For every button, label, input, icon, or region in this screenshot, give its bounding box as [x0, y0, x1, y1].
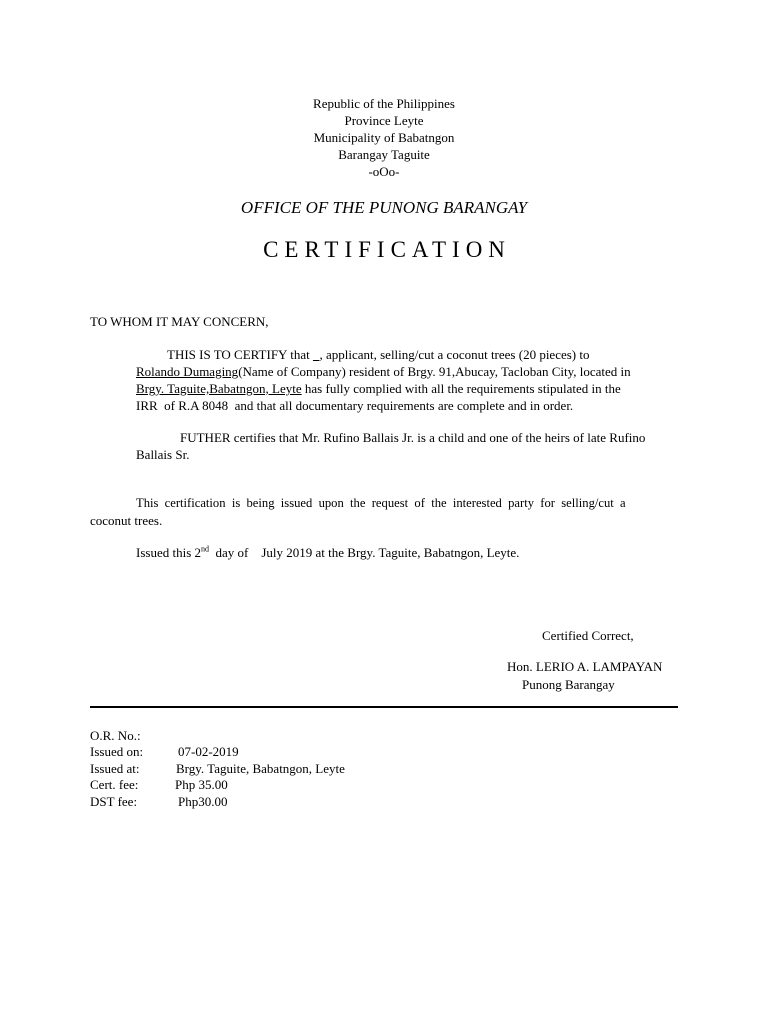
- para1-line3: [136, 380, 621, 397]
- para1-applicant-text: , applicant, selling/cut a coconut trees (20 pieces) to: [319, 347, 590, 362]
- dst-fee-value: Php30.00: [178, 794, 228, 809]
- issued-on-label: Issued on:: [90, 744, 144, 759]
- header-municipality: Municipality of Babatngon: [313, 130, 455, 145]
- header-ornament: -oOo-: [368, 164, 400, 179]
- para1-line4: IRR of R.A 8048 and that all documentary requirements are complete and in order.: [136, 398, 574, 413]
- document-title: CERTIFICATION: [263, 237, 511, 262]
- certified-correct: Certified Correct,: [542, 628, 634, 643]
- issued-suffix: day of July 2019 at the Brgy. Taguite, Babatngon, Leyte.: [209, 545, 520, 560]
- para1-line1: [167, 346, 590, 363]
- issued-at-label: Issued at:: [90, 761, 140, 776]
- issued-at-value: Brgy. Taguite, Babatngon, Leyte: [176, 761, 345, 776]
- header-republic: Republic of the Philippines: [313, 96, 455, 111]
- or-number-label: O.R. No.:: [90, 728, 141, 743]
- dst-fee-label: DST fee:: [90, 794, 138, 809]
- salutation: TO WHOM IT MAY CONCERN,: [90, 314, 269, 329]
- buyer-name: Rolando Dumaging: [136, 364, 239, 379]
- para2-line1: FUTHER certifies that Mr. Rufino Ballais Jr. is a child and one of the heirs of late Rufino: [180, 430, 646, 445]
- cert-fee-value: Php 35.00: [175, 777, 228, 792]
- para3-line2: coconut trees.: [90, 513, 163, 528]
- para1-line2: [136, 363, 631, 380]
- header-province: Province Leyte: [344, 113, 424, 128]
- location-text: Brgy. Taguite,Babatngon, Leyte: [136, 381, 302, 396]
- signatory-position: Punong Barangay: [522, 677, 615, 692]
- para1-resident-text: (Name of Company) resident of Brgy. 91,Abucay, Tacloban City, located in: [238, 364, 631, 379]
- issued-statement: [136, 544, 519, 561]
- issued-on-value: 07-02-2019: [178, 744, 239, 759]
- signatory-name: Hon. LERIO A. LAMPAYAN: [507, 659, 663, 674]
- issued-prefix: Issued this 2: [136, 545, 201, 560]
- header-barangay: Barangay Taguite: [338, 147, 430, 162]
- para1-complied-text: has fully complied with all the requirements stipulated in the: [301, 381, 621, 396]
- issued-day-suffix: nd: [201, 544, 209, 554]
- footer-divider: [90, 706, 678, 708]
- para1-certify-text: THIS IS TO CERTIFY that: [167, 347, 310, 362]
- cert-fee-label: Cert. fee:: [90, 777, 139, 792]
- para2-line2: Ballais Sr.: [136, 447, 190, 462]
- office-heading: OFFICE OF THE PUNONG BARANGAY: [240, 198, 528, 217]
- para3-line1: This certification is being issued upon the request of the interested party for selling/cut a: [136, 496, 626, 510]
